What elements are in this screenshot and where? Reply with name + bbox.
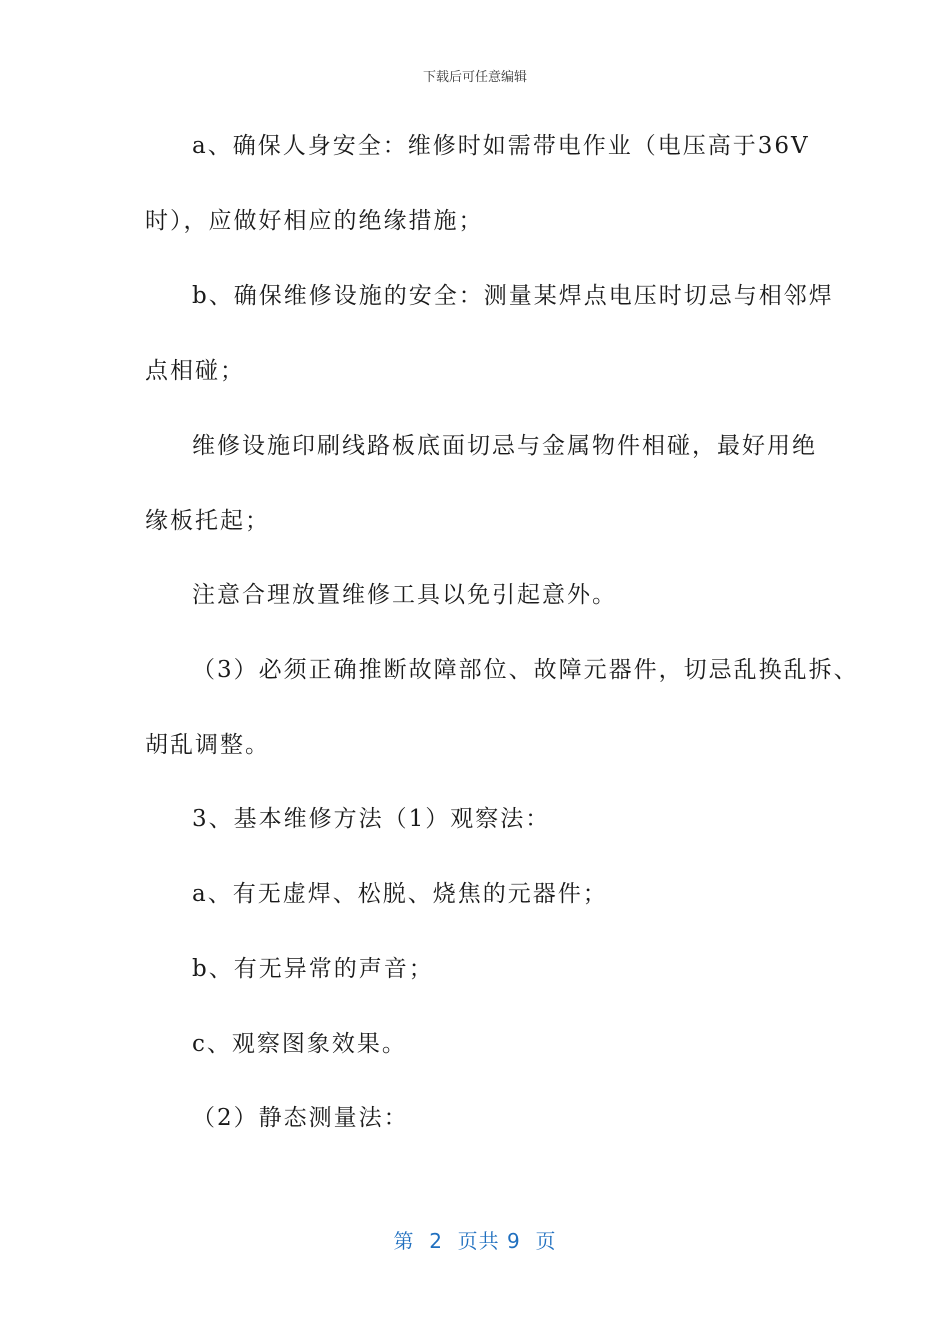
paragraph-line: （2）静态测量法： bbox=[192, 1105, 409, 1131]
paragraph-line: 点相碰； bbox=[145, 358, 245, 384]
paragraph-line: 维修设施印刷线路板底面切忌与金属物件相碰，最好用绝 bbox=[192, 433, 817, 459]
paragraph-line: （3）必须正确推断故障部位、故障元器件，切忌乱换乱拆、 bbox=[192, 657, 859, 683]
paragraph-line: 胡乱调整。 bbox=[145, 732, 270, 758]
paragraph-line: a、确保人身安全：维修时如需带电作业（电压高于36V bbox=[192, 133, 810, 159]
page-header: 下载后可任意编辑 bbox=[422, 70, 527, 85]
page-number-footer: 第 2 页共 9 页 bbox=[393, 1229, 557, 1253]
paragraph-line: b、有无异常的声音； bbox=[192, 956, 434, 982]
paragraph-line: 时），应做好相应的绝缘措施； bbox=[145, 208, 484, 234]
paragraph-line: 3、基本维修方法（1）观察法： bbox=[192, 806, 551, 832]
paragraph-line: a、有无虚焊、松脱、烧焦的元器件； bbox=[192, 881, 608, 907]
paragraph-line: c、观察图象效果。 bbox=[192, 1031, 407, 1057]
paragraph-line: 缘板托起； bbox=[145, 508, 270, 534]
paragraph-line: 注意合理放置维修工具以免引起意外。 bbox=[192, 582, 617, 608]
paragraph-line: b、确保维修设施的安全：测量某焊点电压时切忌与相邻焊 bbox=[192, 283, 834, 309]
